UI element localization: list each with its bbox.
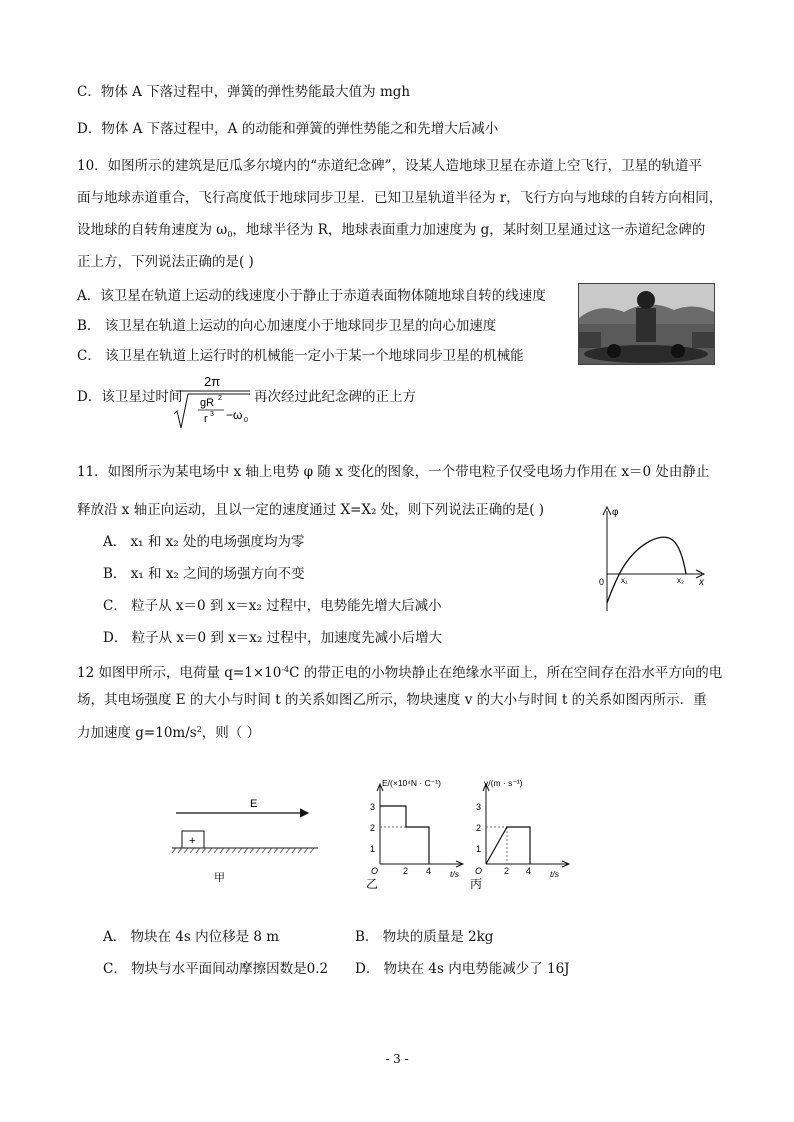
q10-stem-line3: 设地球的自转角速度为 $\omega_0$，地球半径为 R，地球表面重力加速度为 g，某时刻卫星通过这一赤道纪念碑的 <box>77 222 706 239</box>
q10-option-c: C． 该卫星在轨道上运行时的机械能一定小于某一个地球同步卫星的机械能 <box>77 348 524 364</box>
bing-xtick-2: 2 <box>504 866 510 876</box>
bing-ytick-2: 2 <box>476 823 482 833</box>
q10-period-formula <box>172 374 252 430</box>
figure-jia-caption: 甲 <box>214 872 225 884</box>
q12-stem-line1: 12 如图甲所示，电荷量 $q=1\times 10^{-4}C$ 的带正电的小物块静止在绝缘水平面上，所在空间存在沿水平方向的电 <box>77 665 723 681</box>
figure-bing-v-t-graph <box>470 776 580 892</box>
yi-xtick-2: 2 <box>403 866 409 876</box>
graph-x1-label: x₁ <box>621 576 628 585</box>
formula-r: r <box>204 413 208 425</box>
formula-numerator: 2π <box>204 374 221 389</box>
formula-exp2: 2 <box>218 395 222 402</box>
formula-omega: −ω <box>226 408 243 422</box>
formula-gR: gR <box>200 397 215 409</box>
q11-stem-line1: 11．如图所示为某电场中 x 轴上电势 φ 随 x 变化的图象，一个带电粒子仅受电场力作用在 x＝0 处由静止 <box>77 464 710 480</box>
potential-curve <box>607 537 686 603</box>
q10-option-d-suffix: 再次经过此纪念碑的正上方 <box>254 389 416 405</box>
bing-y-label: v/(m · s⁻¹) <box>484 778 523 788</box>
q9-option-d: D．物体 A 下落过程中，A 的动能和弹簧的弹性势能之和先增大后减小 <box>77 121 499 137</box>
q10-option-d-prefix: D．该卫星过时间 <box>77 389 183 405</box>
q10-stem-line2: 面与地球赤道重合，飞行高度低于地球同步卫星．已知卫星轨道半径为 r，飞行方向与地球的自转方向相同， <box>77 190 723 206</box>
figure-jia <box>168 795 320 885</box>
equator-monument-photo <box>578 283 715 365</box>
graph-origin: 0 <box>599 577 605 587</box>
q11-potential-graph <box>590 503 710 615</box>
q11-option-b: B． x₁ 和 x₂ 之间的场强方向不变 <box>103 566 305 582</box>
figure-yi-e-t-graph <box>364 776 470 892</box>
yi-ytick-2: 2 <box>370 823 376 833</box>
yi-ytick-1: 1 <box>370 844 376 854</box>
q12-option-c: C． 物块与水平面间动摩擦因数是0.2 <box>103 961 329 977</box>
bing-xtick-4: 4 <box>526 866 532 876</box>
yi-xtick-4: 4 <box>426 866 432 876</box>
q11-option-d: D． 粒子从 x＝0 到 x＝x₂ 过程中，加速度先减小后增大 <box>103 630 443 646</box>
bing-x-label: t/s <box>550 869 559 879</box>
q12-option-a: A． 物块在 4s 内位移是 8 m <box>103 929 280 945</box>
q10-option-a: A．该卫星在轨道上运动的线速度小于静止于赤道表面物体随地球自转的线速度 <box>77 288 546 304</box>
v-t-line <box>486 827 530 864</box>
graph-x2-label: x₂ <box>677 576 685 585</box>
field-label-e: E <box>250 798 258 810</box>
q10-option-b: B． 该卫星在轨道上运动的向心加速度小于地球同步卫星的向心加速度 <box>77 318 497 334</box>
graph-x-label: x <box>699 577 704 588</box>
figure-bing-caption: 丙 <box>470 877 483 891</box>
charge-plus: + <box>189 835 196 847</box>
e-t-line <box>380 806 429 864</box>
q11-stem-line2: 释放沿 x 轴正向运动，且以一定的速度通过 X=X₂ 处，则下列说法正确的是( ) <box>77 502 545 518</box>
graph-y-label: φ <box>612 507 619 518</box>
q12-option-d: D． 物块在 4s 内电势能减少了 16J <box>355 961 570 977</box>
yi-ytick-3: 3 <box>370 802 376 812</box>
yi-origin: O <box>371 866 379 876</box>
yi-x-label: t/s <box>450 869 459 879</box>
q12-stem-line3: 力加速度 $g=10m/s^2$，则（ ） <box>77 725 261 741</box>
bing-ytick-3: 3 <box>476 802 482 812</box>
q9-option-c: C．物体 A 下落过程中，弹簧的弹性势能最大值为 mgh <box>77 84 411 100</box>
bing-ytick-1: 1 <box>476 844 482 854</box>
formula-exp3: 3 <box>210 411 214 418</box>
figure-yi-caption: 乙 <box>366 877 379 891</box>
q10-stem-line4: 正上方，下列说法正确的是( ) <box>77 254 254 270</box>
bing-origin: O <box>475 866 483 876</box>
yi-y-label: E/(×10⁴N · C⁻¹) <box>382 778 441 788</box>
q12-option-b: B． 物块的质量是 2kg <box>355 929 494 945</box>
formula-omega-sub: 0 <box>244 417 248 424</box>
q11-option-a: A． x₁ 和 x₂ 处的电场强度均为零 <box>103 534 305 550</box>
q10-stem-line1: 10．如图所示的建筑是厄瓜多尔境内的“赤道纪念碑”，设某人造地球卫星在赤道上空飞行，卫星的轨道平 <box>77 158 702 174</box>
q12-stem-line2: 场，其电场强度 E 的大小与时间 t 的关系如图乙所示，物块速度 v 的大小与时间 t 的关系如图丙所示．重 <box>77 692 707 708</box>
q11-option-c: C． 粒子从 x＝0 到 x＝x₂ 过程中，电势能先增大后减小 <box>103 598 442 614</box>
page-number: - 3 - <box>385 1052 409 1066</box>
